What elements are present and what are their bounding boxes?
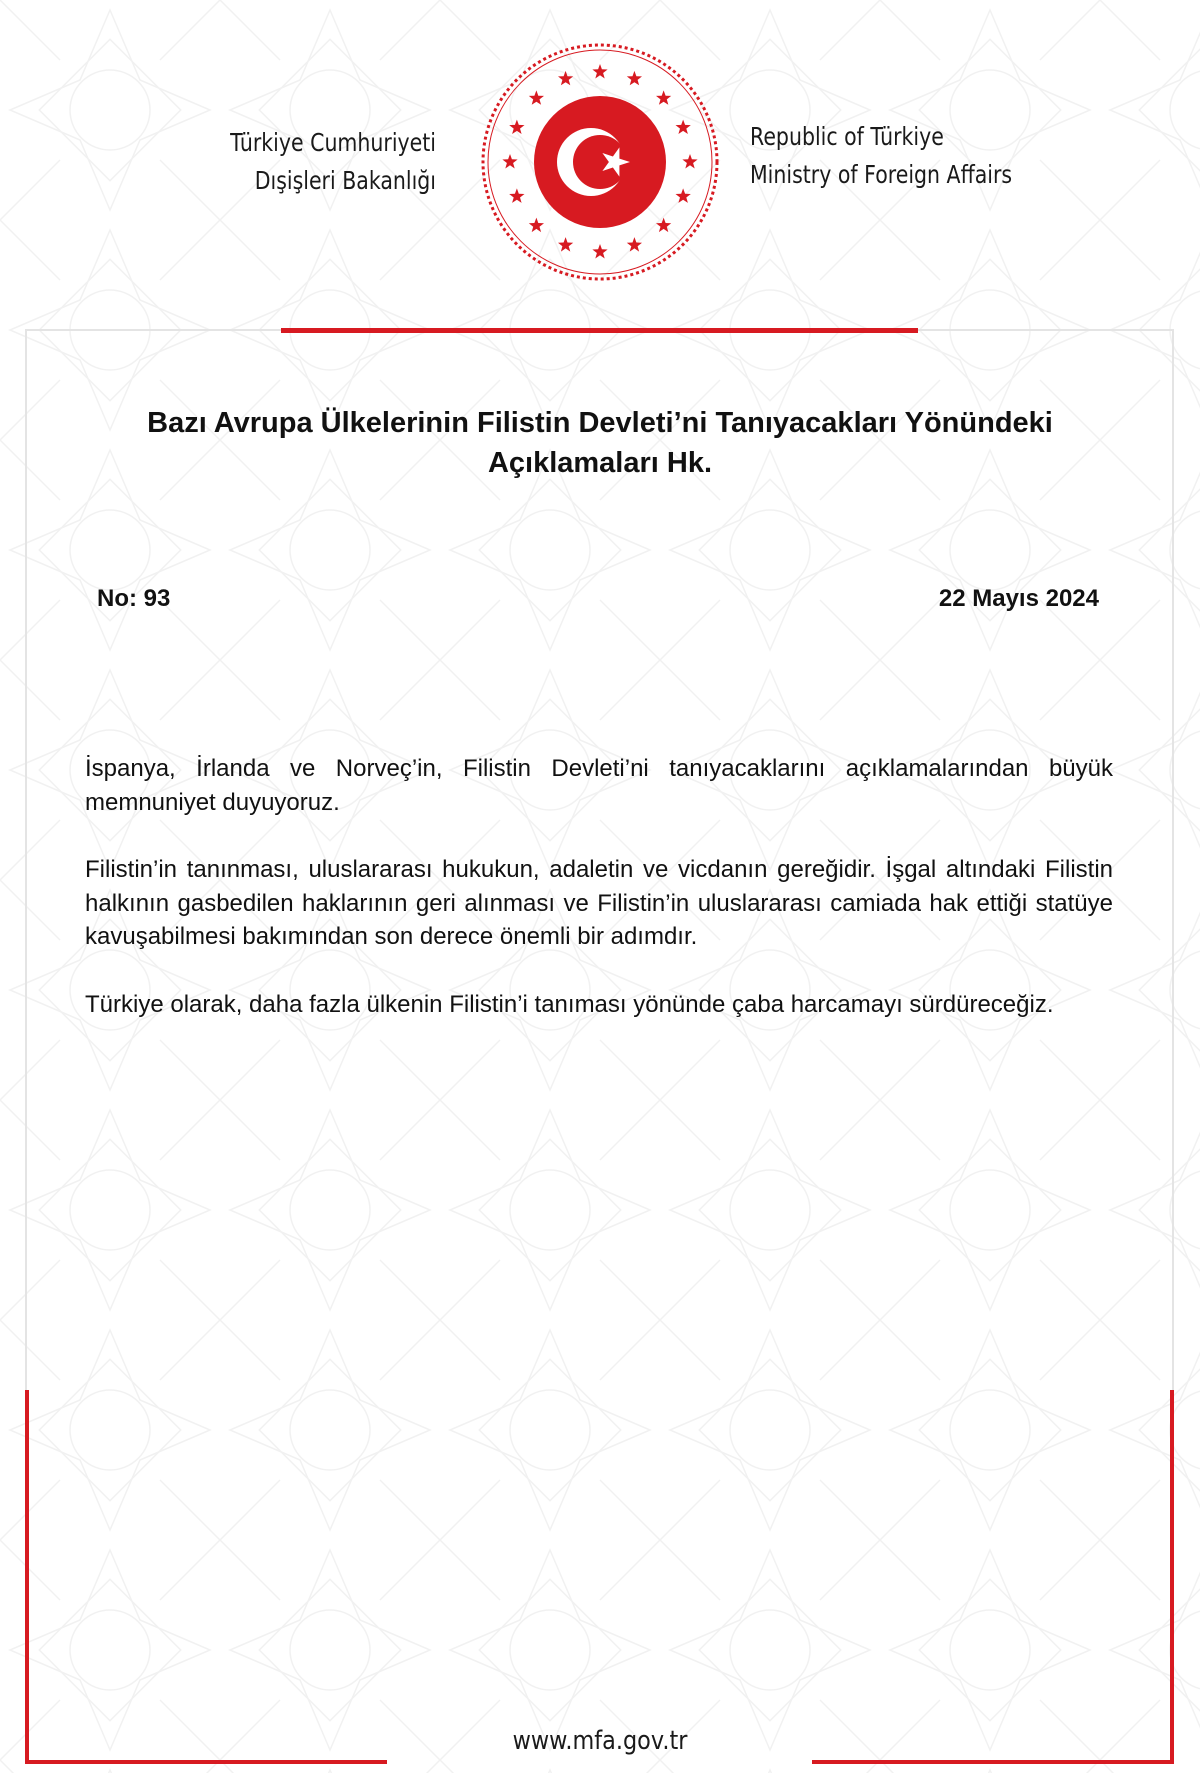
body-paragraph: Filistin’in tanınması, uluslararası hukukun, adaletin ve vicdanın gereğidir. İşgal altındaki Filistin halkının gasbedilen haklarının geri alınması ve Filistin’in uluslararası camiada hak ettiği statüye kavuşabilmesi bakımından son derece önemli bir adımdır.: [85, 856, 1113, 950]
header-ministry-turkish: [78, 124, 436, 200]
seal-star-icon: [558, 71, 573, 85]
seal-star-icon: [627, 71, 642, 85]
header-right-line2: Ministry of Foreign Affairs: [750, 160, 1013, 189]
right-red-bracket: [1170, 1390, 1174, 1764]
body-paragraph: Türkiye olarak, daha fazla ülkenin Filistin’i tanıması yönünde çaba harcamayı sürdüreceğiz.: [85, 990, 1054, 1018]
seal-star-icon: [509, 188, 524, 203]
seal-star-icon: [558, 237, 573, 252]
document-title: [90, 403, 1110, 483]
seal-star-icon: [502, 154, 517, 169]
seal-star-icon: [592, 244, 607, 259]
document-title-line1: Bazı Avrupa Ülkelerinin Filistin Devleti’ni Tanıyacakları Yönündeki: [147, 407, 1053, 439]
star-crescent-seal-icon: [480, 42, 720, 282]
header-right-line1: Republic of Türkiye: [750, 122, 944, 151]
document-number: No: 93: [97, 585, 171, 612]
header-ministry-english: [750, 118, 1062, 194]
header-left-line2: Dışişleri Bakanlığı: [254, 166, 436, 195]
footer-website-link[interactable]: www.mfa.gov.tr: [512, 1726, 688, 1756]
left-red-bracket: [25, 1390, 29, 1764]
seal-star-icon: [627, 237, 642, 252]
seal-star-icon: [682, 154, 697, 169]
document-title-line2: Açıklamaları Hk.: [487, 447, 713, 479]
seal-star-icon: [676, 120, 691, 134]
right-bottom-red-rule: [812, 1760, 1174, 1764]
left-bottom-red-rule: [25, 1760, 387, 1764]
seal-star-icon: [529, 90, 544, 104]
header-left-line1: Türkiye Cumhuriyeti: [230, 128, 436, 157]
body-paragraph: İspanya, İrlanda ve Norveç’in, Filistin Devleti’ni tanıyacaklarını açıklamalarından büyük memnuniyet duyuyoruz.: [85, 755, 1113, 816]
top-red-rule: [281, 328, 918, 333]
seal-star-icon: [509, 120, 524, 134]
seal-star-icon: [656, 218, 671, 233]
seal-star-icon: [676, 188, 691, 203]
document-body: [85, 752, 1113, 1055]
seal-star-icon: [529, 218, 544, 233]
seal-star-icon: [656, 90, 671, 104]
seal-star-icon: [592, 64, 607, 79]
document-date: 22 Mayıs 2024: [938, 585, 1099, 612]
